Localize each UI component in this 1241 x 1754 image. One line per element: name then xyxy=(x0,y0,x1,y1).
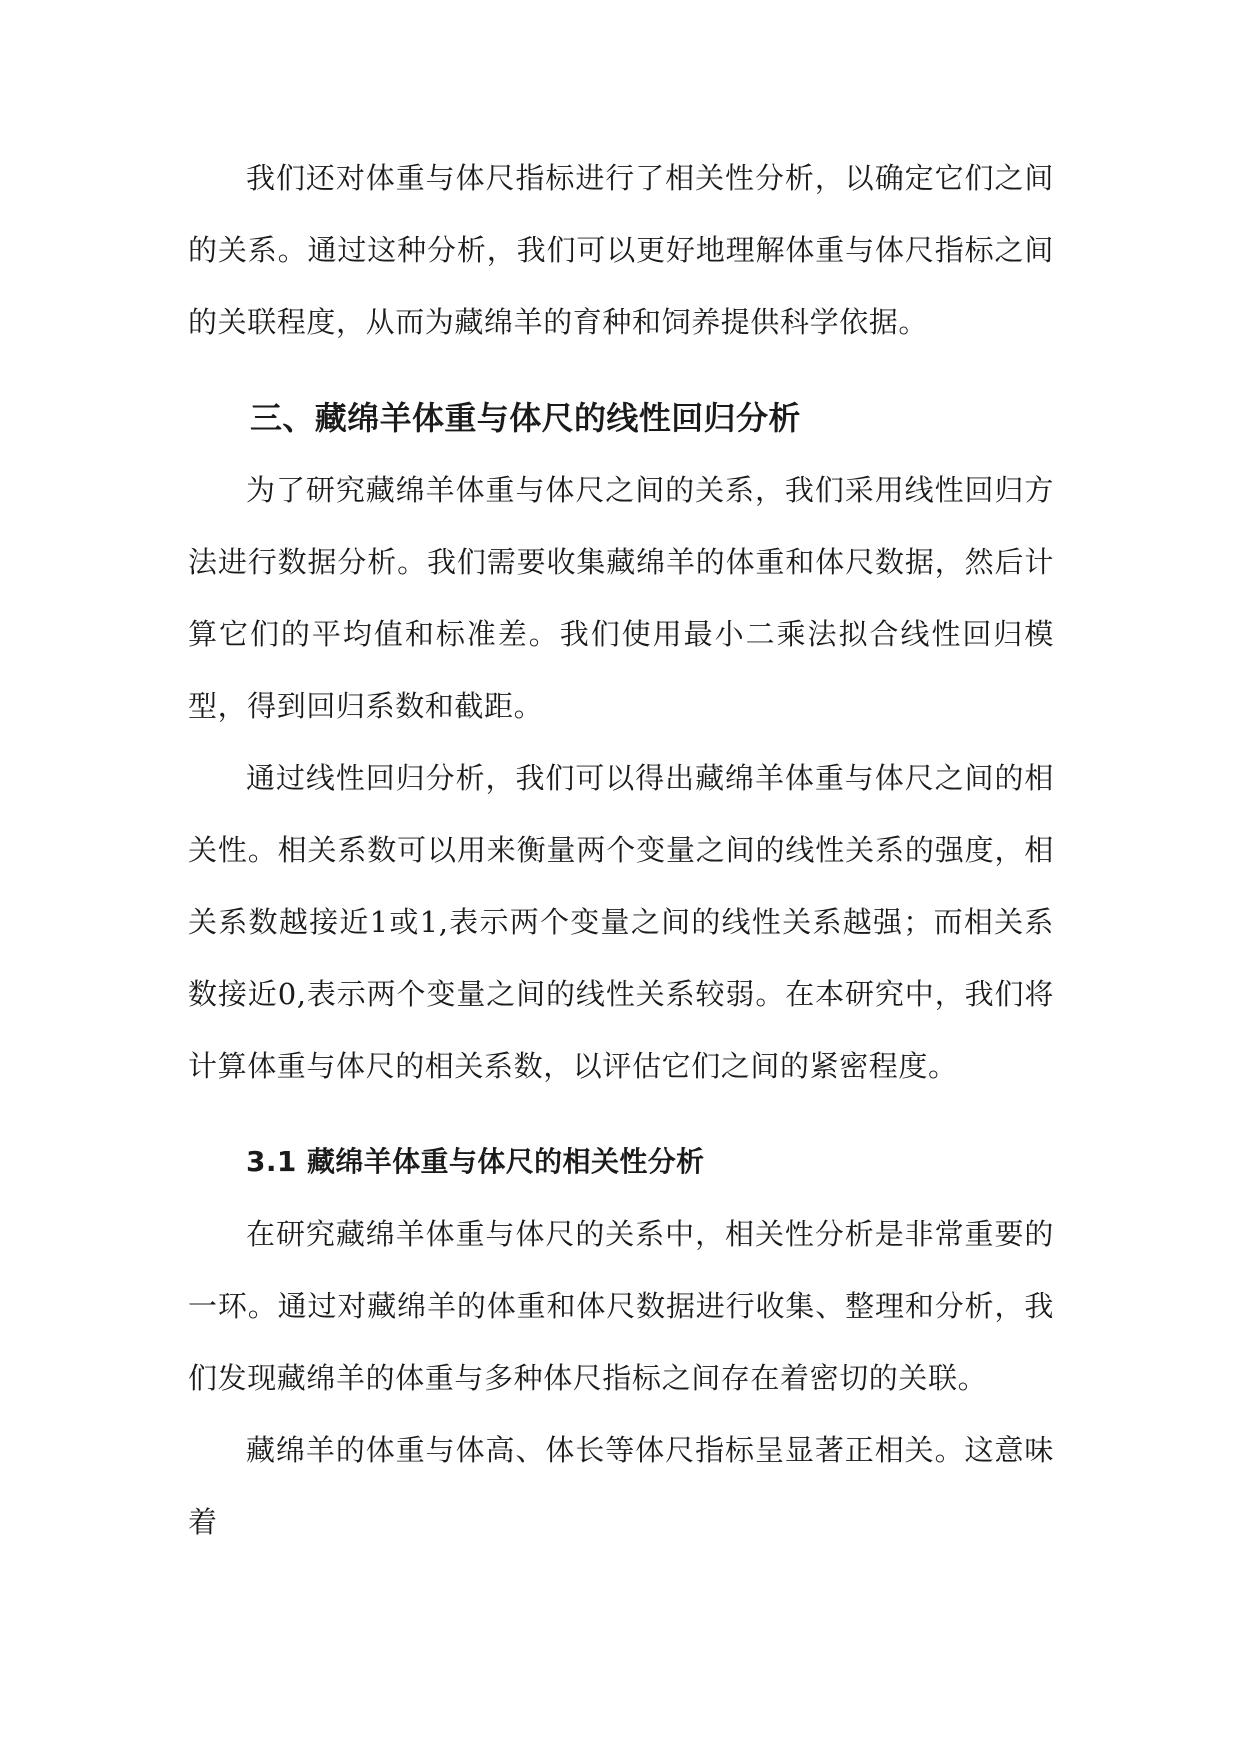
section-heading: 三、藏绵羊体重与体尺的线性回归分析 xyxy=(250,399,801,437)
body-paragraph: 为了研究藏绵羊体重与体尺之间的关系，我们采用线性回归方法进行数据分析。我们需要收集藏绵羊的体重和体尺数据，然后计算它们的平均值和标准差。我们使用最小二乘法拟合线性回归模型，得到回归系数和截距。 xyxy=(188,473,1054,723)
body-paragraph: 藏绵羊的体重与体高、体长等体尺指标呈显著正相关。这意味着 xyxy=(188,1433,1054,1539)
body-paragraph: 我们还对体重与体尺指标进行了相关性分析，以确定它们之间的关系。通过这种分析，我们可以更好地理解体重与体尺指标之间的关联程度，从而为藏绵羊的育种和饲养提供科学依据。 xyxy=(188,161,1054,339)
body-paragraph: 在研究藏绵羊体重与体尺的关系中，相关性分析是非常重要的一环。通过对藏绵羊的体重和体尺数据进行收集、整理和分析，我们发现藏绵羊的体重与多种体尺指标之间存在着密切的关联。 xyxy=(188,1217,1054,1395)
subsection-heading: 3.1 藏绵羊体重与体尺的相关性分析 xyxy=(246,1145,705,1178)
body-paragraph: 通过线性回归分析，我们可以得出藏绵羊体重与体尺之间的相关性。相关系数可以用来衡量两个变量之间的线性关系的强度，相关系数越接近1或1,表示两个变量之间的线性关系越强；而相关系数接近0,表示两个变量之间的线性关系较弱。在本研究中，我们将计算体重与体尺的相关系数，以评估它们之间的紧密程度。 xyxy=(188,761,1054,1083)
document-body xyxy=(188,142,1054,1558)
